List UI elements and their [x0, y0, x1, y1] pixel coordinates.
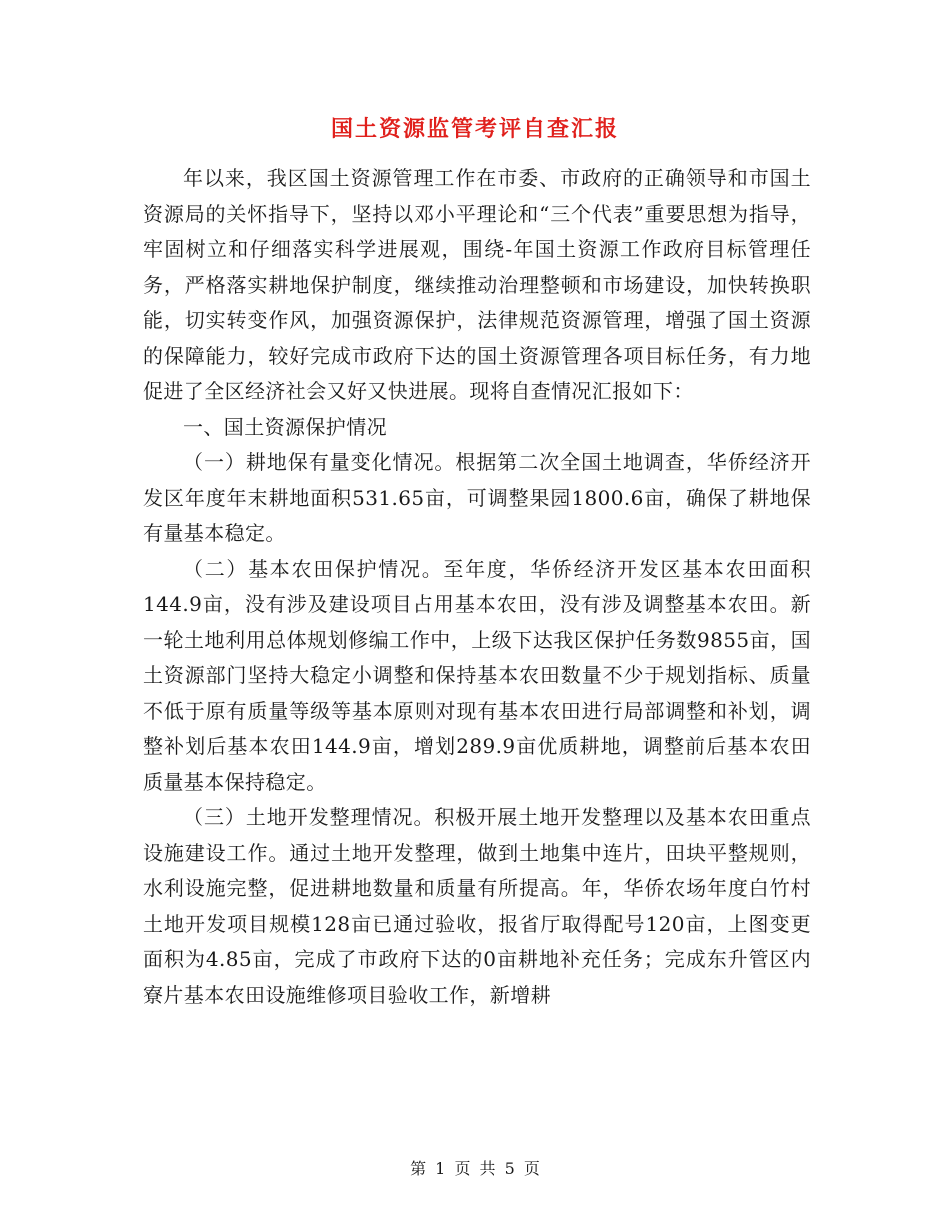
section-heading-protection: 一、国土资源保护情况 — [183, 414, 387, 439]
paragraph-intro: 年以来，我区国土资源管理工作在市委、市政府的正确领导和市国土资源局的关怀指导下，坚持以邓小平理论和“三个代表”重要思想为指导，牢固树立和仔细落实科学进展观，围绕-年国土资源工作政府目标管理任务，严格落实耕地保护制度，继续推动治理整顿和市场建设，加快转换职能，切实转变作风，加强资源保护，法律规范资源管理，增强了国土资源的保障能力，较好完成市政府下达的国土资源管理各项目标任务，有力地促进了全区经济社会又好又快进展。现将自查情况汇报如下： — [143, 166, 811, 403]
document-title: 国土资源监管考评自查汇报 — [330, 116, 619, 142]
paragraph-land-development: （三）土地开发整理情况。积极开展土地开发整理以及基本农田重点设施建设工作。通过土地开发整理，做到土地集中连片，田块平整规则，水利设施完整，促进耕地数量和质量有所提高。年，华侨农场年度白竹村土地开发项目规模128亩已通过验收，报省厅取得配号120亩，上图变更面积为4.85亩，完成了市政府下达的0亩耕地补充任务；完成东升管区内寮片基本农田设施维修项目验收工作，新增耕 — [143, 805, 811, 1007]
document-body — [143, 161, 811, 1013]
paragraph-basic-farmland: （二）基本农田保护情况。至年度，华侨经济开发区基本农田面积144.9亩，没有涉及建设项目占用基本农田，没有涉及调整基本农田。新一轮土地利用总体规划修编工作中，上级下达我区保护任务数9855亩，国土资源部门坚持大稳定小调整和保持基本农田数量不少于规划指标、质量不低于原有质量等级等基本原则对现有基本农田进行局部调整和补划，调整补划后基本农田144.9亩，增划289.9亩优质耕地，调整前后基本农田质量基本保持稳定。 — [143, 556, 811, 794]
paragraph-farmland-quantity: （一）耕地保有量变化情况。根据第二次全国土地调查，华侨经济开发区年度年末耕地面积531.65亩，可调整果园1800.6亩，确保了耕地保有量基本稳定。 — [143, 450, 811, 545]
page-number-footer: 第 1 页 共 5 页 — [410, 1159, 540, 1178]
